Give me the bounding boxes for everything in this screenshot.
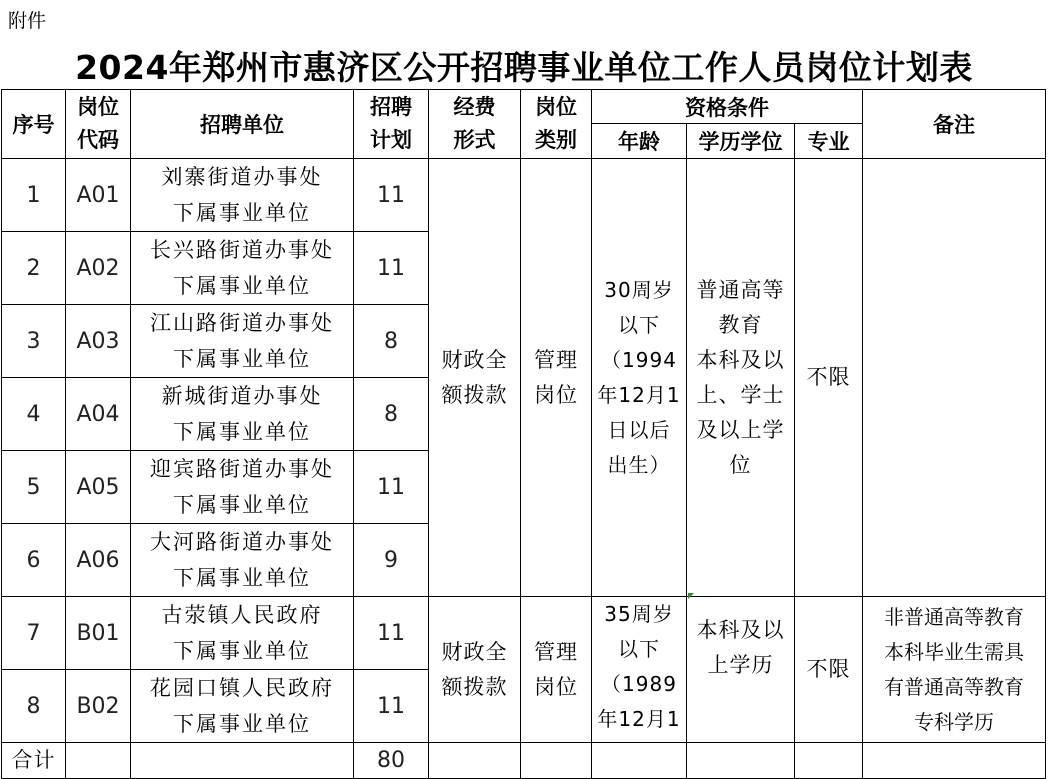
page-title: 2024年郑州市惠济区公开招聘事业单位工作人员岗位计划表 <box>75 48 973 87</box>
total-empty-cell <box>592 743 687 779</box>
cell-comment-marker <box>688 593 694 599</box>
header-plan: 招聘 计划 <box>354 90 429 159</box>
cell-seq: 1 <box>2 159 66 232</box>
header-code: 岗位 代码 <box>66 90 131 159</box>
total-empty-cell <box>687 743 795 779</box>
cell-unit: 江山路街道办事处 下属事业单位 <box>131 305 354 378</box>
header-unit: 招聘单位 <box>131 90 354 159</box>
cell-unit: 迎宾路街道办事处 下属事业单位 <box>131 451 354 524</box>
total-empty-cell <box>521 743 592 779</box>
header-age: 年龄 <box>592 124 687 159</box>
cell-plan: 8 <box>354 305 429 378</box>
cell-seq: 5 <box>2 451 66 524</box>
cell-code: A06 <box>66 524 131 597</box>
total-empty-cell <box>429 743 521 779</box>
total-label: 合计 <box>2 743 66 779</box>
cell-category-group-a: 管理 岗位 <box>521 159 592 597</box>
header-funding: 经费 形式 <box>429 90 521 159</box>
total-empty-cell <box>66 743 131 779</box>
cell-major-group-b: 不限 <box>795 597 863 743</box>
cell-seq: 7 <box>2 597 66 670</box>
cell-seq: 4 <box>2 378 66 451</box>
cell-unit: 古荥镇人民政府 下属事业单位 <box>131 597 354 670</box>
cell-plan: 9 <box>354 524 429 597</box>
header-seq: 序号 <box>2 90 66 159</box>
cell-seq: 3 <box>2 305 66 378</box>
cell-code: B02 <box>66 670 131 743</box>
cell-remarks-group-b: 非普通高等教育 本科毕业生需具 有普通高等教育 专科学历 <box>863 597 1046 743</box>
total-empty-cell <box>131 743 354 779</box>
header-remarks: 备注 <box>863 90 1046 159</box>
cell-seq: 2 <box>2 232 66 305</box>
cell-education-group-a: 普通高等 教育 本科及以 上、学士 及以上学 位 <box>687 159 795 597</box>
header-category: 岗位 类别 <box>521 90 592 159</box>
cell-code: B01 <box>66 597 131 670</box>
cell-plan: 11 <box>354 451 429 524</box>
cell-unit: 大河路街道办事处 下属事业单位 <box>131 524 354 597</box>
cell-education-group-b: 本科及以 上学历 <box>687 597 795 743</box>
position-plan-table <box>1 89 1046 779</box>
total-plan: 80 <box>354 743 429 779</box>
cell-code: A04 <box>66 378 131 451</box>
cell-unit: 新城街道办事处 下属事业单位 <box>131 378 354 451</box>
cell-funding-group-a: 财政全 额拨款 <box>429 159 521 597</box>
cell-unit: 刘寨街道办事处 下属事业单位 <box>131 159 354 232</box>
cell-plan: 8 <box>354 378 429 451</box>
total-empty-cell <box>795 743 863 779</box>
header-qualifications: 资格条件 <box>592 90 863 124</box>
cell-code: A05 <box>66 451 131 524</box>
cell-age-group-b: 35周岁 以下 （1989 年12月1 <box>592 597 687 743</box>
cell-plan: 11 <box>354 159 429 232</box>
cell-unit: 花园口镇人民政府 下属事业单位 <box>131 670 354 743</box>
cell-code: A02 <box>66 232 131 305</box>
cell-major-group-a: 不限 <box>795 159 863 597</box>
cell-unit: 长兴路街道办事处 下属事业单位 <box>131 232 354 305</box>
cell-age-group-a: 30周岁 以下 （1994 年12月1 日以后 出生） <box>592 159 687 597</box>
cell-remarks-group-a <box>863 159 1046 597</box>
cell-seq: 8 <box>2 670 66 743</box>
cell-plan: 11 <box>354 670 429 743</box>
cell-funding-group-b: 财政全 额拨款 <box>429 597 521 743</box>
cell-category-group-b: 管理 岗位 <box>521 597 592 743</box>
cell-code: A01 <box>66 159 131 232</box>
cell-plan: 11 <box>354 597 429 670</box>
cell-seq: 6 <box>2 524 66 597</box>
total-empty-cell <box>863 743 1046 779</box>
cell-code: A03 <box>66 305 131 378</box>
cell-plan: 11 <box>354 232 429 305</box>
attachment-label: 附件 <box>8 10 47 32</box>
header-major: 专业 <box>795 124 863 159</box>
header-education: 学历学位 <box>687 124 795 159</box>
